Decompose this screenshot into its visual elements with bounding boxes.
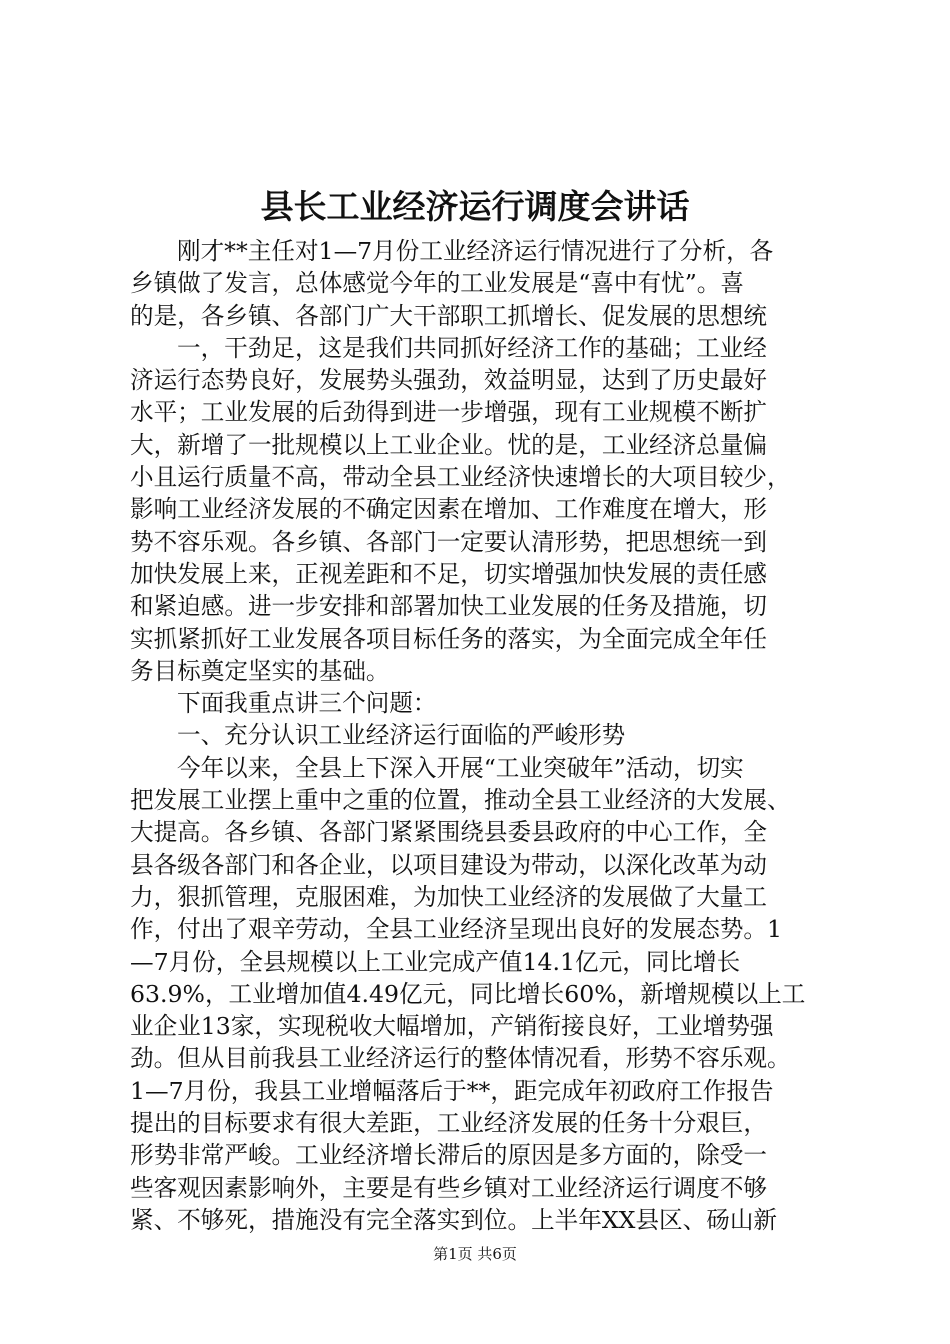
text-line: 的是，各乡镇、各部门广大干部职工抓增长、促发展的思想统 bbox=[130, 301, 768, 330]
text-line: 力，狠抓管理，克服困难，为加快工业经济的发展做了大量工 bbox=[130, 882, 768, 911]
text-line: 1—7月份，我县工业增幅落后于**，距完成年初政府工作报告 bbox=[130, 1076, 774, 1105]
text-line: 县各级各部门和各企业，以项目建设为带动，以深化改革为动 bbox=[130, 850, 768, 879]
text-line: 下面我重点讲三个问题： bbox=[177, 689, 437, 718]
text-line: 小且运行质量不高，带动全县工业经济快速增长的大项目较少， bbox=[130, 463, 791, 492]
document-body bbox=[130, 235, 830, 1236]
text-line: 乡镇做了发言，总体感觉今年的工业发展是“喜中有忧”。喜 bbox=[130, 269, 744, 298]
text-line: 水平；工业发展的后劲得到进一步增强，现有工业规模不断扩 bbox=[130, 398, 768, 427]
text-line: 势不容乐观。各乡镇、各部门一定要认清形势，把思想统一到 bbox=[130, 527, 768, 556]
text-line: 大提高。各乡镇、各部门紧紧围绕县委县政府的中心工作，全 bbox=[130, 818, 768, 847]
text-line: 影响工业经济发展的不确定因素在增加、工作难度在增大，形 bbox=[130, 495, 768, 524]
text-line: 紧、不够死，措施没有完全落实到位。上半年XX县区、砀山新 bbox=[130, 1205, 778, 1234]
text-line: 和紧迫感。进一步安排和部署加快工业发展的任务及措施，切 bbox=[130, 592, 768, 621]
text-line: 业企业13家，实现税收大幅增加，产销衔接良好，工业增势强 bbox=[130, 1012, 774, 1041]
text-line: 加快发展上来，正视差距和不足，切实增强加快发展的责任感 bbox=[130, 559, 768, 588]
text-line: 把发展工业摆上重中之重的位置，推动全县工业经济的大发展、 bbox=[130, 786, 791, 815]
text-line: 今年以来，全县上下深入开展“工业突破年”活动，切实 bbox=[177, 753, 744, 782]
text-line: 济运行态势良好，发展势头强劲，效益明显，达到了历史最好 bbox=[130, 366, 768, 395]
text-line: 提出的目标要求有很大差距，工业经济发展的任务十分艰巨， bbox=[130, 1109, 768, 1138]
text-line: —7月份，全县规模以上工业完成产值14.1亿元，同比增长 bbox=[130, 947, 741, 976]
section-heading: 一、充分认识工业经济运行面临的严峻形势 bbox=[177, 721, 626, 750]
page-footer: 第1页 共6页 bbox=[433, 1245, 517, 1263]
text-line: 务目标奠定坚实的基础。 bbox=[130, 656, 390, 685]
text-line: 63.9%，工业增加值4.49亿元，同比增长60%，新增规模以上工 bbox=[130, 979, 806, 1008]
text-line: 刚才**主任对1—7月份工业经济运行情况进行了分析，各 bbox=[177, 237, 774, 265]
text-line: 劲。但从目前我县工业经济运行的整体情况看，形势不容乐观。 bbox=[130, 1044, 791, 1073]
text-line: 实抓紧抓好工业发展各项目标任务的落实，为全面完成全年任 bbox=[130, 624, 768, 653]
text-line: 一，干劲足，这是我们共同抓好经济工作的基础；工业经 bbox=[177, 333, 767, 362]
text-line: 形势非常严峻。工业经济增长滞后的原因是多方面的，除受一 bbox=[130, 1141, 768, 1170]
document-title: 县长工业经济运行调度会讲话 bbox=[260, 187, 690, 226]
text-line: 大，新增了一批规模以上工业企业。忧的是，工业经济总量偏 bbox=[130, 430, 768, 459]
text-line: 些客观因素影响外，主要是有些乡镇对工业经济运行调度不够 bbox=[130, 1173, 768, 1202]
text-line: 作，付出了艰辛劳动，全县工业经济呈现出良好的发展态势。1 bbox=[130, 915, 783, 944]
